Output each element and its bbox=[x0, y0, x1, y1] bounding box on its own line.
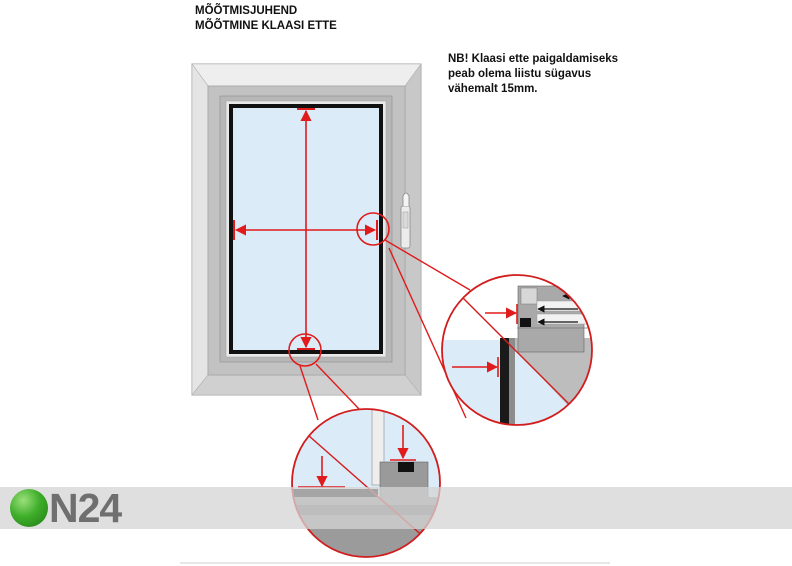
title-line-1: MÕÕTMISJUHEND bbox=[195, 5, 298, 17]
note-line-3: vähemalt 15mm. bbox=[448, 83, 538, 95]
title-line-2: MÕÕTMINE KLAASI ETTE bbox=[195, 20, 337, 32]
on24-watermark bbox=[10, 487, 121, 529]
green-circle-logo-icon bbox=[10, 489, 48, 527]
note-line-2: peab olema liistu sügavus bbox=[448, 68, 592, 80]
watermark-text: N24 bbox=[49, 485, 122, 531]
bottom-detail-zoom bbox=[290, 405, 440, 560]
note-line-1: NB! Klaasi ette paigaldamiseks bbox=[448, 53, 619, 65]
